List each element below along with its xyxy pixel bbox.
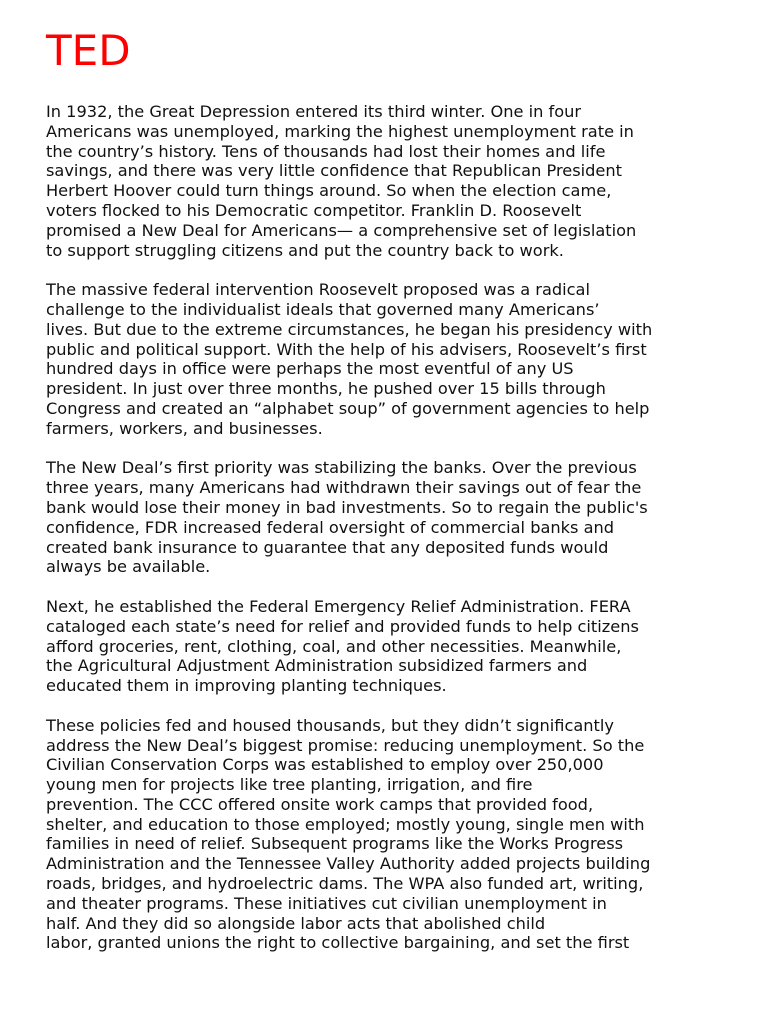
document-page <box>46 26 730 973</box>
text-line: Next, he established the Federal Emergency Relief Administration. FERA <box>46 596 631 616</box>
text-line: labor, granted unions the right to collective bargaining, and set the first <box>46 933 630 953</box>
text-line: Civilian Conservation Corps was established to employ over 250,000 <box>46 755 604 775</box>
text-line: farmers, workers, and businesses. <box>46 418 323 438</box>
article-paragraph <box>46 102 730 260</box>
text-line: and theater programs. These initiatives cut civilian unemployment in <box>46 893 607 913</box>
text-line: president. In just over three months, he pushed over 15 bills through <box>46 379 606 399</box>
text-line: In 1932, the Great Depression entered its third winter. One in four <box>46 102 582 121</box>
text-line: educated them in improving planting techniques. <box>46 676 447 696</box>
text-line: savings, and there was very little confidence that Republican President <box>46 161 622 181</box>
text-line: shelter, and education to those employed; mostly young, single men with <box>46 814 645 834</box>
text-line: The New Deal’s first priority was stabilizing the banks. Over the previous <box>46 458 637 478</box>
ted-logo: TED <box>46 26 131 75</box>
text-line: lives. But due to the extreme circumstances, he began his presidency with <box>46 319 653 339</box>
text-line: the Agricultural Adjustment Administration subsidized farmers and <box>46 656 588 676</box>
text-line: young men for projects like tree planting, irrigation, and fire <box>46 775 533 795</box>
text-line: to support struggling citizens and put the country back to work. <box>46 240 564 260</box>
text-line: The massive federal intervention Roosevelt proposed was a radical <box>46 280 590 300</box>
article-paragraph <box>46 280 730 438</box>
text-line: voters flocked to his Democratic competitor. Franklin D. Roosevelt <box>46 200 582 220</box>
text-line: hundred days in office were perhaps the most eventful of any US <box>46 359 574 379</box>
text-line: These policies fed and housed thousands, but they didn’t significantly <box>46 715 614 735</box>
text-line: always be available. <box>46 557 211 577</box>
text-line: Americans was unemployed, marking the highest unemployment rate in <box>46 121 634 141</box>
article-paragraph <box>46 597 730 696</box>
article-paragraph <box>46 458 730 577</box>
text-line: Herbert Hoover could turn things around. So when the election came, <box>46 181 612 201</box>
text-line: address the New Deal’s biggest promise: reducing unemployment. So the <box>46 735 645 755</box>
text-line: half. And they did so alongside labor acts that abolished child <box>46 913 546 933</box>
text-line: cataloged each state’s need for relief and provided funds to help citizens <box>46 616 639 636</box>
text-line: bank would lose their money in bad investments. So to regain the public's <box>46 497 648 517</box>
article-body <box>46 102 730 953</box>
text-line: public and political support. With the help of his advisers, Roosevelt’s first <box>46 339 647 359</box>
text-line: afford groceries, rent, clothing, coal, and other necessities. Meanwhile, <box>46 636 622 656</box>
text-line: families in need of relief. Subsequent programs like the Works Progress <box>46 834 624 854</box>
text-line: confidence, FDR increased federal oversight of commercial banks and <box>46 517 615 537</box>
text-line: roads, bridges, and hydroelectric dams. The WPA also funded art, writing, <box>46 874 644 894</box>
text-line: promised a New Deal for Americans— a comprehensive set of legislation <box>46 220 637 240</box>
text-line: prevention. The CCC offered onsite work camps that provided food, <box>46 794 594 814</box>
text-line: the country’s history. Tens of thousands had lost their homes and life <box>46 141 606 161</box>
article-paragraph <box>46 716 730 954</box>
text-line: Congress and created an “alphabet soup” of government agencies to help <box>46 398 650 418</box>
text-line: Administration and the Tennessee Valley Authority added projects building <box>46 854 651 874</box>
text-line: three years, many Americans had withdrawn their savings out of fear the <box>46 478 642 498</box>
text-line: created bank insurance to guarantee that any deposited funds would <box>46 537 609 557</box>
text-line: challenge to the individualist ideals that governed many Americans’ <box>46 299 600 319</box>
